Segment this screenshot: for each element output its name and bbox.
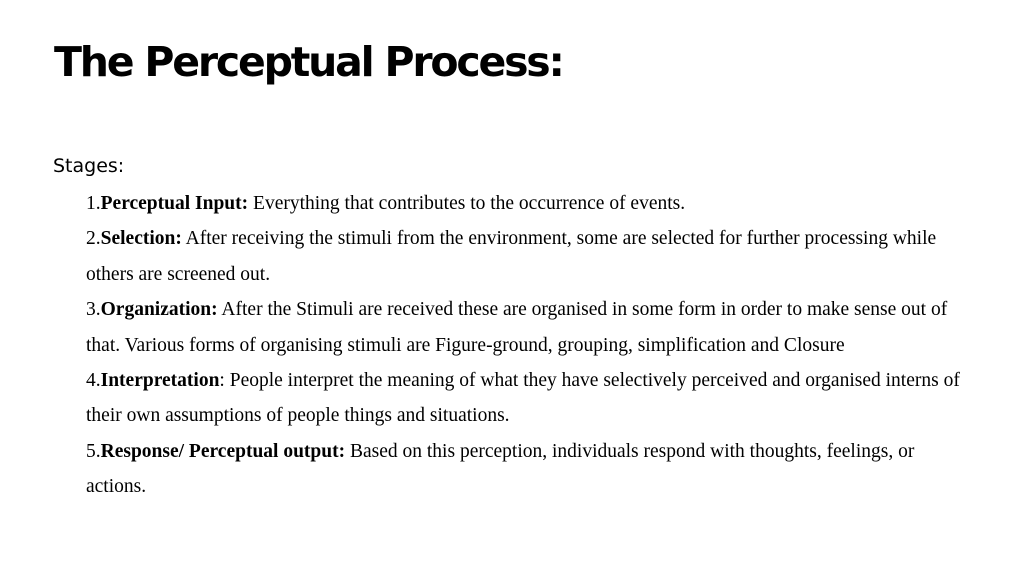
stage-term: Selection: bbox=[100, 228, 182, 250]
stage-list bbox=[86, 186, 966, 505]
stage-item-interpretation bbox=[86, 363, 966, 434]
stage-item-selection bbox=[86, 221, 966, 292]
stages-heading: Stages: bbox=[53, 155, 125, 177]
stage-description: After the Stimuli are received these are organised in some form in order to make sense out of that. Various forms of organising stimuli are Figure-ground, grouping, simplification and Closure bbox=[86, 299, 948, 356]
stage-item-response bbox=[86, 434, 966, 505]
slide-title: The Perceptual Process: bbox=[54, 38, 563, 86]
stage-item-organization bbox=[86, 292, 966, 363]
stage-number: 5. bbox=[86, 440, 101, 462]
stage-term: Organization: bbox=[100, 299, 218, 321]
stage-number: 1. bbox=[86, 193, 101, 214]
stage-item-perceptual-input bbox=[86, 186, 966, 221]
stage-description: Based on this perception, individuals respond with thoughts, feelings, or actions. bbox=[86, 440, 915, 498]
stage-description: After receiving the stimuli from the environment, some are selected for further processing while others are screened out. bbox=[86, 228, 937, 285]
stage-term: Interpretation bbox=[100, 370, 220, 392]
stage-term: Response/ Perceptual output: bbox=[100, 440, 346, 462]
stage-separator: : bbox=[219, 370, 225, 392]
stage-number: 2. bbox=[86, 228, 101, 250]
stage-description: Everything that contributes to the occurrence of events. bbox=[248, 193, 686, 214]
stage-number: 3. bbox=[86, 299, 101, 321]
stage-term: Perceptual Input: bbox=[100, 193, 249, 214]
stage-description: People interpret the meaning of what they have selectively perceived and organised interns of their own assumptions of people things and situations. bbox=[86, 370, 960, 427]
stage-number: 4. bbox=[86, 370, 101, 392]
